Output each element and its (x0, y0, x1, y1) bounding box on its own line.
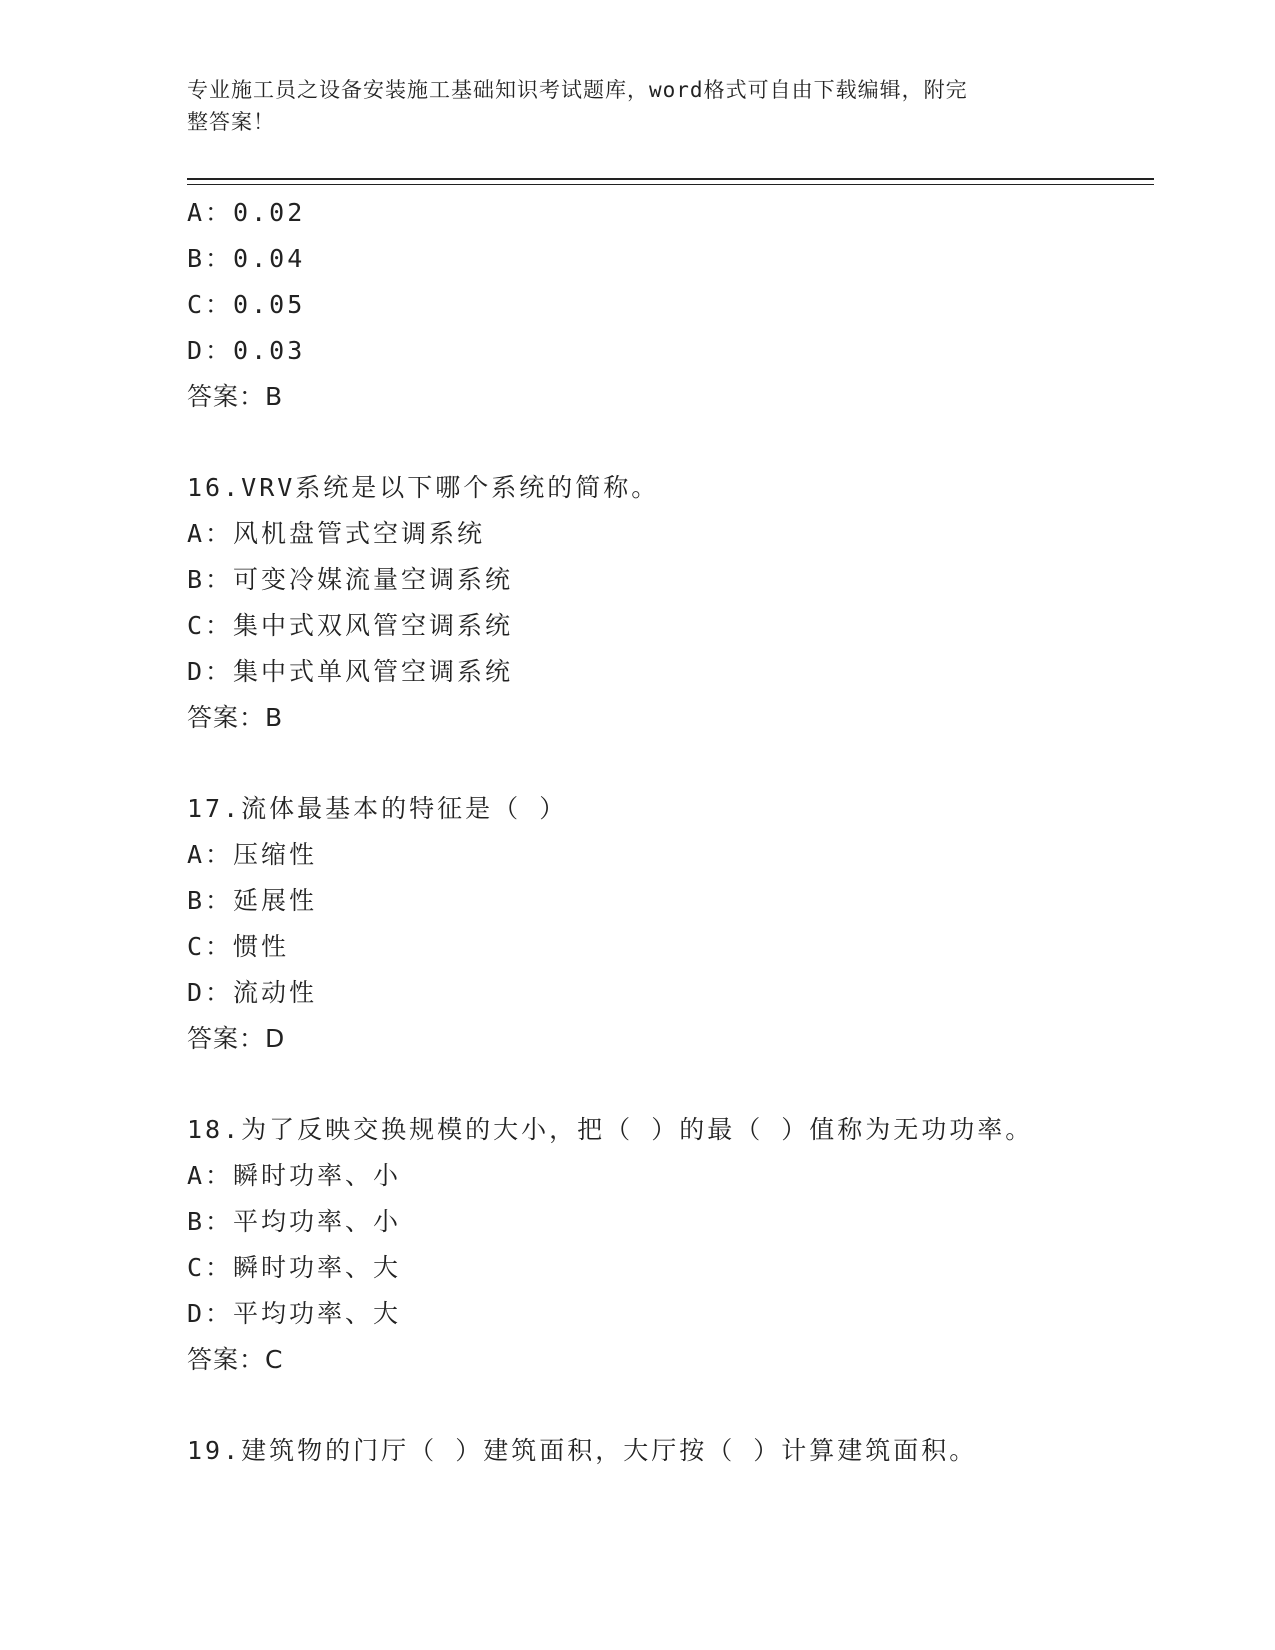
option-b: B：0.04 (187, 244, 306, 273)
option-d: D：平均功率、大 (187, 1299, 402, 1328)
question-stem: 17.流体最基本的特征是（ ） (187, 794, 568, 823)
option-a: A：0.02 (187, 198, 306, 227)
question-block-17 (187, 786, 1147, 1062)
question-stem: 16.VRV系统是以下哪个系统的简称。 (187, 473, 660, 502)
answer-line: 答案：B (187, 703, 284, 732)
option-b: B：延展性 (187, 886, 318, 915)
header-line-2: 整答案！ (187, 110, 275, 134)
option-c: C：瞬时功率、大 (187, 1253, 402, 1282)
answer-line: 答案：C (187, 1345, 284, 1374)
question-block-15 (187, 190, 1147, 420)
question-stem: 19.建筑物的门厅（ ）建筑面积，大厅按（ ）计算建筑面积。 (187, 1436, 978, 1465)
header-line-1: 专业施工员之设备安装施工基础知识考试题库，word格式可自由下载编辑，附完 (187, 78, 968, 102)
option-c: C：惯性 (187, 932, 290, 961)
option-a: A：风机盘管式空调系统 (187, 519, 486, 548)
option-a: A：瞬时功率、小 (187, 1161, 402, 1190)
question-block-16 (187, 465, 1147, 741)
header-rule-thin (187, 184, 1154, 185)
question-list (187, 190, 1147, 1474)
answer-line: 答案：B (187, 382, 284, 411)
option-a: A：压缩性 (187, 840, 318, 869)
option-d: D：流动性 (187, 978, 318, 1007)
option-d: D：0.03 (187, 336, 306, 365)
option-b: B：平均功率、小 (187, 1207, 402, 1236)
question-block-18 (187, 1107, 1147, 1383)
option-d: D：集中式单风管空调系统 (187, 657, 514, 686)
answer-line: 答案：D (187, 1024, 286, 1053)
option-b: B：可变冷媒流量空调系统 (187, 565, 514, 594)
header-rule-thick (187, 178, 1154, 180)
question-stem: 18.为了反映交换规模的大小，把（ ）的最（ ）值称为无功功率。 (187, 1115, 1034, 1144)
option-c: C：集中式双风管空调系统 (187, 611, 514, 640)
document-header (187, 74, 1067, 138)
question-block-19 (187, 1428, 1147, 1474)
option-c: C：0.05 (187, 290, 306, 319)
